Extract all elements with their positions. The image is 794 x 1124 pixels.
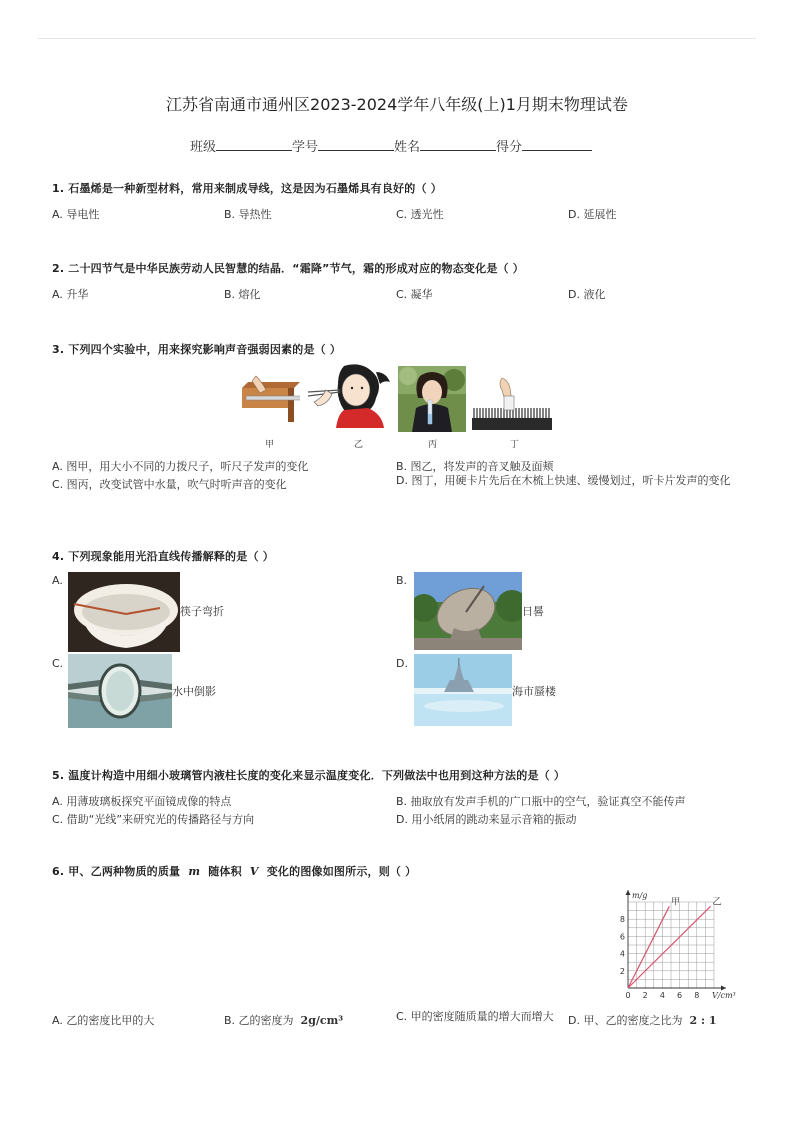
mirage-photo (414, 654, 512, 726)
question-6-option-c[interactable]: C. 甲的密度随质量的增大而增大 (396, 1010, 554, 1023)
y-tick-label: 6 (619, 932, 625, 942)
question-1-option-a[interactable]: A. 导电性 (52, 208, 100, 221)
number-blank[interactable] (318, 138, 394, 151)
question-6-option-d-text: D. 甲、乙的密度之比为 (568, 1014, 683, 1027)
question-3-option-a[interactable]: A. 图甲，用大小不同的力拨尺子，听尺子发声的变化 (52, 460, 309, 473)
question-1-stem: 1. 石墨烯是一种新型材料，常用来制成导线，这是因为石墨烯具有良好的（ ） (52, 182, 442, 195)
question-1-option-d[interactable]: D. 延展性 (568, 208, 617, 221)
comb-card-illustration (470, 374, 554, 432)
series-label-1: 甲 (671, 897, 681, 908)
student-info-line (190, 136, 592, 155)
y-tick-label: 8 (619, 915, 625, 925)
y-axis-label: m/g (632, 891, 648, 900)
x-tick-label: 6 (677, 991, 683, 1000)
question-1-option-c[interactable]: C. 透光性 (396, 208, 444, 221)
number-label: 学号 (292, 140, 319, 155)
score-blank[interactable] (522, 138, 592, 151)
series-line-1 (628, 906, 669, 988)
question-2-option-a[interactable]: A. 升华 (52, 288, 89, 301)
chopsticks-bowl-photo (68, 572, 180, 652)
x-axis-arrow (721, 986, 726, 991)
figure-caption-bing: 丙 (428, 440, 438, 450)
question-4-option-c-label: 水中倒影 (172, 685, 216, 698)
question-5-option-d[interactable]: D. 用小纸屑的跳动来显示音箱的振动 (396, 813, 577, 826)
question-3-option-b[interactable]: B. 图乙，将发声的音叉触及面颊 (396, 460, 554, 473)
question-4-option-d-label: 海市蜃楼 (512, 685, 556, 698)
question-6-stem-part-2: 随体积 (208, 865, 242, 878)
question-4-option-a-letter[interactable]: A. (52, 574, 63, 587)
question-2-option-b[interactable]: B. 熔化 (224, 288, 261, 301)
question-5-option-a[interactable]: A. 用薄玻璃板探究平面镜成像的特点 (52, 795, 232, 808)
question-3-option-c[interactable]: C. 图丙，改变试管中水量，吹气时听声音的变化 (52, 478, 287, 491)
question-6-stem (52, 863, 416, 879)
question-5-option-b[interactable]: B. 抽取放有发声手机的广口瓶中的空气，验证真空不能传声 (396, 795, 686, 808)
question-2-option-c[interactable]: C. 凝华 (396, 288, 433, 301)
question-6-option-d[interactable] (568, 1012, 717, 1028)
question-3-option-d[interactable]: D. 图丁，用硬卡片先后在木梳上快速、缓慢划过，听卡片发声的变化 (396, 474, 731, 487)
x-tick-label: 8 (694, 991, 700, 1000)
question-5-option-c[interactable]: C. 借助“光线”来研究光的传播路径与方向 (52, 813, 255, 826)
question-2-option-d[interactable]: D. 液化 (568, 288, 606, 301)
question-2-stem: 2. 二十四节气是中华民族劳动人民智慧的结晶．“霜降”节气，霜的形成对应的物态变化是（ ） (52, 262, 524, 275)
question-6-volume-symbol: V (249, 865, 259, 878)
x-tick-label: 2 (642, 991, 648, 1000)
question-6-option-b[interactable] (224, 1012, 343, 1028)
question-6-stem-part-1: 6. 甲、乙两种物质的质量 (52, 865, 181, 878)
y-tick-label: 4 (619, 949, 625, 959)
score-label: 得分 (496, 140, 523, 155)
sundial-photo (414, 572, 522, 650)
question-6-option-b-text: B. 乙的密度为 (224, 1014, 294, 1027)
bridge-reflection-photo (68, 654, 172, 728)
question-4-stem: 4. 下列现象能用光沿直线传播解释的是（ ） (52, 550, 274, 563)
x-axis-label: V/cm³ (712, 991, 736, 1000)
x-tick-label: 4 (659, 991, 665, 1000)
question-4-option-c-letter[interactable]: C. (52, 657, 64, 670)
question-5-stem: 5. 温度计构造中用细小玻璃管内液柱长度的变化来显示温度变化．下列做法中也用到这种方法的是（ ） (52, 769, 566, 782)
question-3-stem: 3. 下列四个实验中，用来探究影响声音强弱因素的是（ ） (52, 343, 342, 356)
question-4-option-a-label: 筷子弯折 (180, 605, 224, 618)
figure-caption-yi: 乙 (354, 440, 364, 450)
question-4-option-b-letter[interactable]: B. (396, 574, 408, 587)
class-blank[interactable] (216, 138, 292, 151)
y-tick-label: 2 (619, 966, 625, 976)
question-6-option-d-value: 2 : 1 (689, 1014, 717, 1027)
question-4-option-b-label: 日晷 (522, 605, 544, 618)
question-6-stem-part-3: 变化的图像如图所示，则（ ） (266, 865, 417, 878)
child-blowing-tube-photo (398, 366, 466, 432)
question-6-option-b-value: 2g/cm³ (300, 1014, 344, 1027)
series-line-2 (628, 906, 711, 988)
class-label: 班级 (190, 140, 217, 155)
mass-volume-graph (600, 880, 750, 1004)
question-6-option-a[interactable]: A. 乙的密度比甲的大 (52, 1014, 155, 1027)
figure-caption-ding: 丁 (510, 440, 520, 450)
figure-caption-jia: 甲 (265, 440, 275, 450)
name-label: 姓名 (394, 140, 421, 155)
page-title: 江苏省南通市通州区2023-2024学年八年级(上)1月期末物理试卷 (166, 95, 628, 114)
x-tick-label: 0 (625, 991, 631, 1000)
name-blank[interactable] (420, 138, 496, 151)
y-axis-arrow (626, 890, 631, 895)
top-divider (38, 38, 756, 39)
question-6-mass-symbol: m (188, 865, 201, 878)
question-1-option-b[interactable]: B. 导热性 (224, 208, 272, 221)
question-4-option-d-letter[interactable]: D. (396, 657, 408, 670)
series-label-2: 乙 (712, 897, 722, 908)
girl-tuning-fork-illustration (300, 362, 396, 428)
